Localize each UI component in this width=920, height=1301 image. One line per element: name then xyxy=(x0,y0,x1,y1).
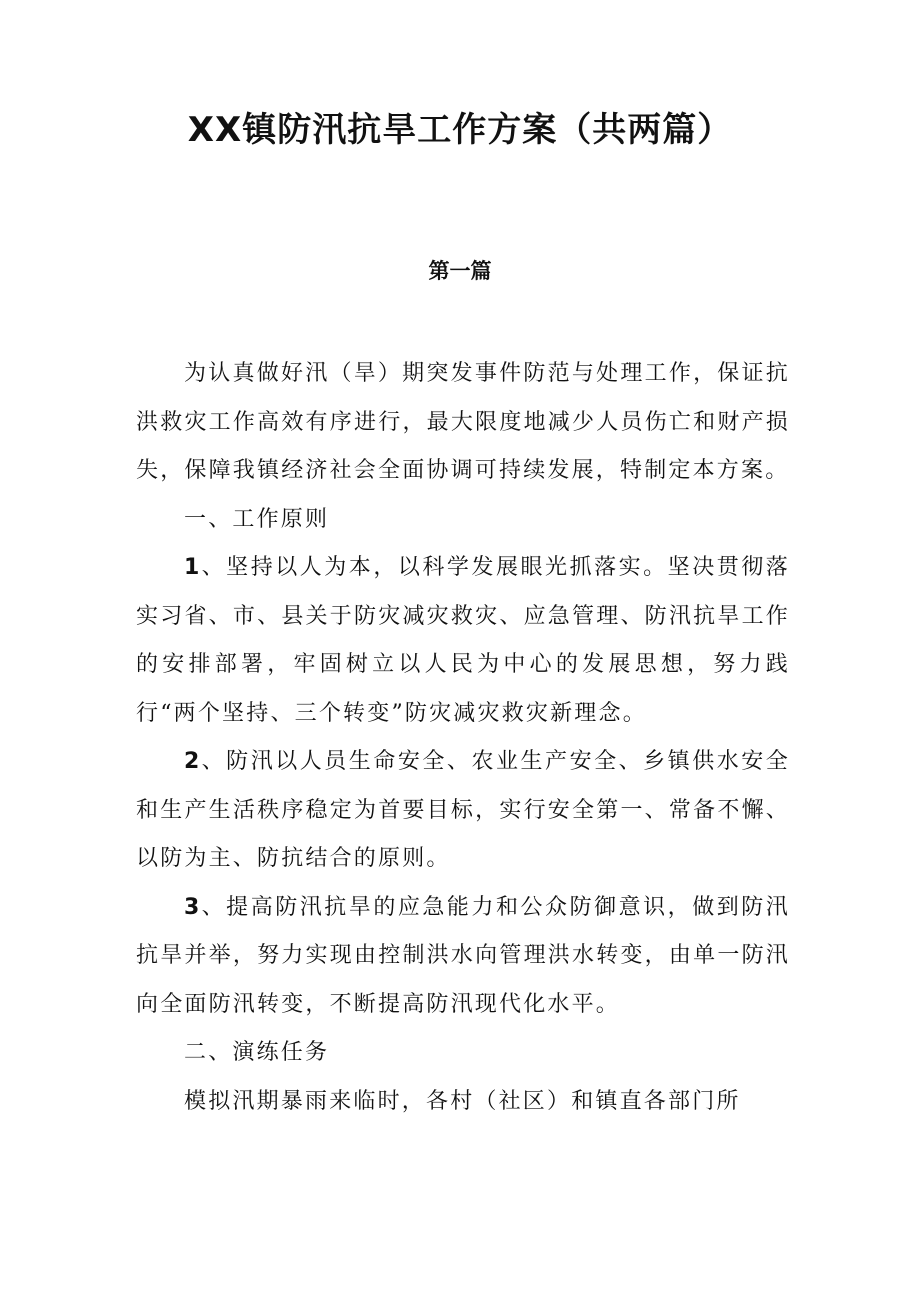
heading-drill-tasks: 二、演练任务 xyxy=(184,1040,330,1065)
principle-2-paragraph xyxy=(136,738,790,884)
principle-1-number: 1 xyxy=(184,555,200,580)
document-body xyxy=(136,350,790,1126)
document-title: XX镇防汛抗旱工作方案（共两篇） xyxy=(187,110,733,150)
principle-2-text: 、防汛以人员生命安全、农业生产安全、乡镇供水安全和生产生活秩序稳定为首要目标，实行安全第一、常备不懈、以防为主、防抗结合的原则。 xyxy=(136,749,790,871)
drill-tasks-paragraph: 模拟汛期暴雨来临时，各村（社区）和镇直各部门所 xyxy=(184,1088,741,1114)
section-title: 第一篇 xyxy=(428,259,492,283)
principle-1-text: 、坚持以人为本，以科学发展眼光抓落实。坚决贯彻落实习省、市、县关于防灾减灾救灾、应急管理、防汛抗旱工作的安排部署，牢固树立以人民为中心的发展思想，努力践行“两个坚持、三个转变”防灾减灾救灾新理念。 xyxy=(136,555,790,726)
heading-work-principles: 一、工作原则 xyxy=(184,506,330,532)
principle-3-number: 3 xyxy=(184,894,200,920)
principle-3-paragraph xyxy=(136,884,790,1030)
principle-2-number: 2 xyxy=(184,749,200,774)
principle-3-text: 、提高防汛抗旱的应急能力和公众防御意识，做到防汛抗旱并举，努力实现由控制洪水向管理洪水转变，由单一防汛向全面防汛转变，不断提高防汛现代化水平。 xyxy=(136,894,790,1017)
principle-1-paragraph xyxy=(136,544,790,738)
intro-paragraph: 为认真做好汛（旱）期突发事件防范与处理工作，保证抗洪救灾工作高效有序进行，最大限度地减少人员伤亡和财产损失，保障我镇经济社会全面协调可持续发展，特制定本方案。 xyxy=(136,361,790,483)
